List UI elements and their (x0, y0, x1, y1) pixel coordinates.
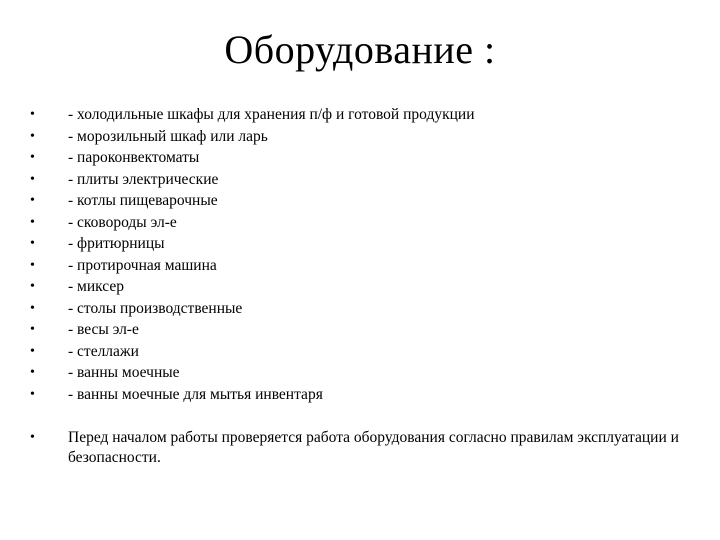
list-item (30, 255, 700, 277)
list-item-text: - ванны моечные для мытья инвентаря (68, 385, 323, 403)
list-item-text: - весы эл-е (68, 321, 139, 338)
list-item-text: - морозильный шкаф или ларь (68, 127, 268, 145)
list-item-text: - стеллажи (68, 342, 139, 360)
bullet-icon: • (30, 322, 35, 337)
bullet-icon: • (30, 365, 35, 380)
list-item (30, 276, 700, 298)
list-item (30, 190, 700, 212)
note-paragraph (30, 428, 690, 468)
list-item (30, 169, 700, 191)
bullet-icon: • (30, 430, 35, 445)
list-item (30, 298, 700, 320)
list-item (30, 319, 700, 341)
bullet-icon: • (30, 236, 35, 251)
bullet-icon: • (30, 214, 35, 230)
list-item-text: - столы производственные (68, 299, 243, 317)
list-item-text: - протирочная машина (68, 256, 217, 274)
equipment-list (30, 104, 700, 405)
bullet-icon: • (30, 343, 35, 359)
list-item-text: - миксер (68, 278, 124, 295)
list-item-text: - ванны моечные (68, 364, 180, 381)
bullet-icon: • (30, 300, 35, 316)
bullet-icon: • (30, 171, 35, 187)
bullet-icon: • (30, 193, 35, 208)
bullet-icon: • (30, 257, 35, 273)
list-item-text: - холодильные шкафы для хранения п/ф и готовой продукции (68, 106, 475, 123)
slide-title: Оборудование : (224, 27, 496, 72)
list-item (30, 233, 700, 255)
list-item-text: - сковороды эл-е (68, 213, 177, 231)
bullet-icon: • (30, 107, 35, 122)
list-item-text: - пароконвектоматы (68, 149, 200, 166)
list-item (30, 104, 700, 126)
list-item-text: - фритюрницы (68, 235, 165, 252)
bullet-icon: • (30, 386, 35, 402)
bullet-icon: • (30, 279, 35, 294)
bullet-icon: • (30, 150, 35, 165)
list-item (30, 147, 700, 169)
list-item (30, 384, 700, 406)
list-item-text: - плиты электрические (68, 170, 219, 188)
list-item (30, 212, 700, 234)
list-item (30, 126, 700, 148)
list-item-text: - котлы пищеварочные (68, 192, 218, 209)
bullet-icon: • (30, 128, 35, 144)
note-text: Перед началом работы проверяется работа оборудования согласно правилам эксплуатации и безопасности. (68, 429, 679, 466)
list-item (30, 362, 700, 384)
list-item (30, 341, 700, 363)
